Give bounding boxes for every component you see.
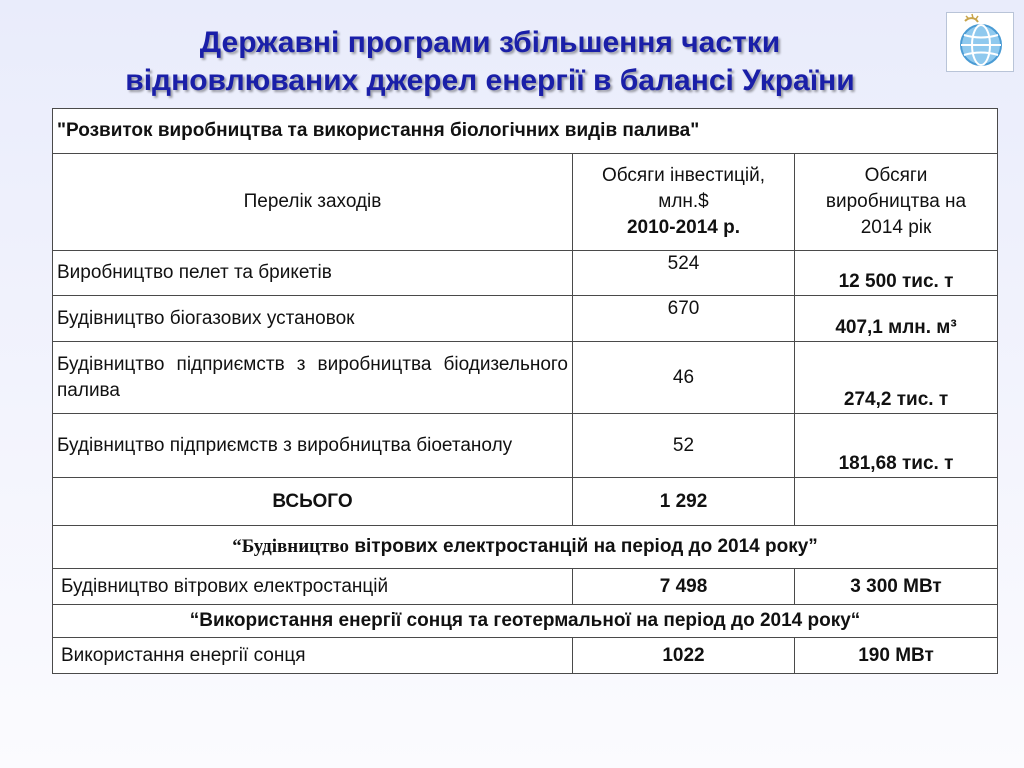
investment-value: 670: [573, 296, 795, 342]
slide-title: [40, 24, 940, 100]
investment-value: 46: [573, 342, 795, 414]
column-header-production: [795, 154, 998, 251]
table-row: [53, 638, 998, 674]
title-line-2: відновлюваних джерел енергії в балансі України: [125, 64, 855, 97]
column-header-row: [53, 154, 998, 251]
wind-heading-open: “Будівництво: [232, 536, 350, 557]
total-investment: 1 292: [573, 478, 795, 526]
investment-value: 1022: [573, 638, 795, 674]
column-header-measures: Перелік заходів: [53, 154, 573, 251]
investment-header-period: 2010-2014 р.: [626, 217, 741, 238]
total-label: ВСЬОГО: [53, 478, 573, 526]
measure-name: Виробництво пелет та брикетів: [53, 251, 573, 296]
measure-name: Використання енергії сонця: [53, 638, 573, 674]
production-header-line-2: виробництва на: [825, 191, 967, 212]
production-value: 274,2 тис. т: [795, 342, 998, 414]
measure-name: Будівництво підприємств з виробництва біоетанолу: [53, 414, 573, 478]
column-header-investment: [573, 154, 795, 251]
bio-program-header-row: [53, 109, 998, 154]
total-row: [53, 478, 998, 526]
production-value: 181,68 тис. т: [795, 414, 998, 478]
total-production: [795, 478, 998, 526]
table-row: [53, 342, 998, 414]
production-value: 407,1 млн. м³: [795, 296, 998, 342]
production-header-line-3: 2014 рік: [860, 217, 932, 238]
wind-heading-rest: вітрових електростанцій на період до 2014 року”: [349, 536, 818, 557]
globe-logo-icon: [946, 12, 1014, 72]
globe-logo-svg: [947, 13, 1013, 71]
production-value: 190 МВт: [795, 638, 998, 674]
table-row: [53, 414, 998, 478]
wind-program-heading: [53, 526, 998, 569]
table-row: [53, 251, 998, 296]
production-value: 3 300 МВт: [795, 569, 998, 605]
solar-program-heading: “Використання енергії сонця та геотермальної на період до 2014 року“: [53, 605, 998, 638]
title-line-1: Державні програми збільшення частки: [199, 26, 781, 59]
wind-program-header-row: [53, 526, 998, 569]
measure-name: Будівництво біогазових установок: [53, 296, 573, 342]
investment-header-line-2: млн.$: [658, 191, 709, 212]
investment-value: 524: [573, 251, 795, 296]
production-header-line-1: Обсяги: [864, 165, 928, 186]
programs-table: [52, 108, 998, 674]
production-value: 12 500 тис. т: [795, 251, 998, 296]
investment-value: 52: [573, 414, 795, 478]
bio-program-heading: "Розвиток виробництва та використання біологічних видів палива": [53, 109, 998, 154]
investment-value: 7 498: [573, 569, 795, 605]
solar-program-header-row: [53, 605, 998, 638]
table-row: [53, 569, 998, 605]
investment-header-line-1: Обсяги інвестицій,: [601, 165, 766, 186]
measure-name: Будівництво вітрових електростанцій: [53, 569, 573, 605]
measure-name: Будівництво підприємств з виробництва біодизельного палива: [53, 342, 573, 414]
table-row: [53, 296, 998, 342]
